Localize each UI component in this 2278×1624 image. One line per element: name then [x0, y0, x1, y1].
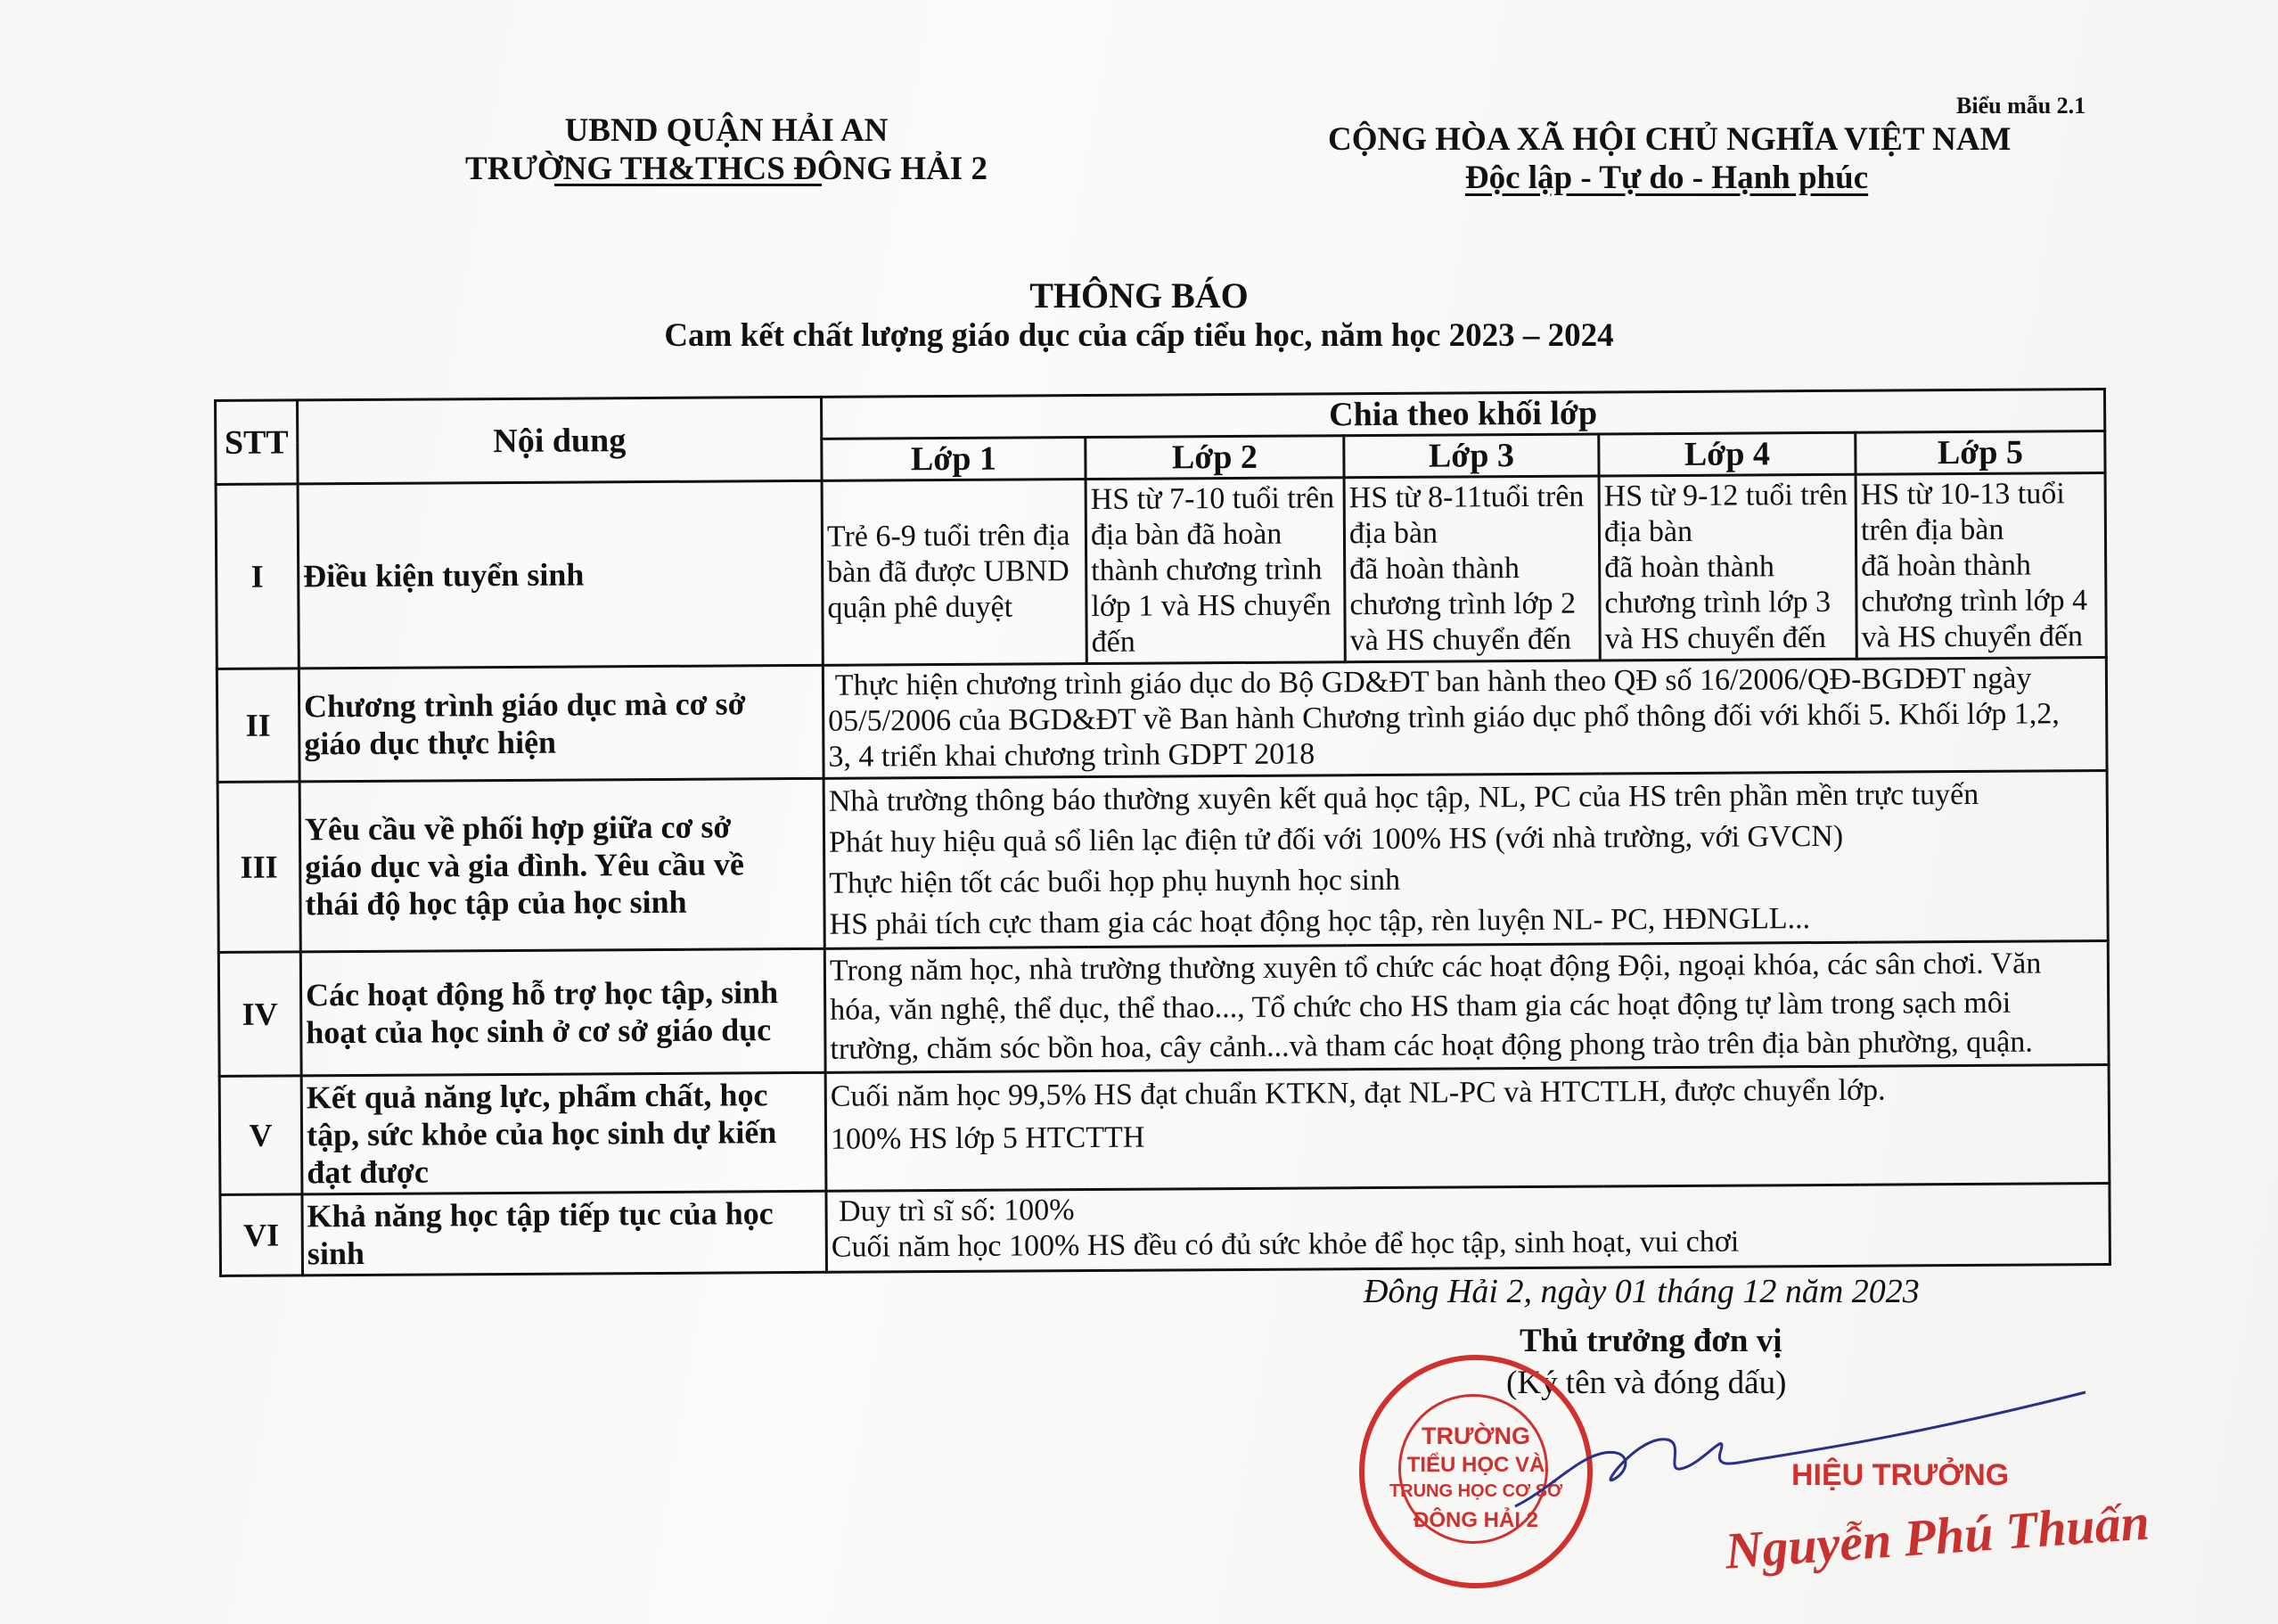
- cell-line: HS từ 9-12 tuổi trên: [1603, 478, 1848, 513]
- cell-line: đã hoàn thành: [1604, 550, 1775, 585]
- content-line: đạt được: [307, 1153, 429, 1191]
- content-line: hoạt của học sinh ở cơ sở giáo dục: [306, 1012, 772, 1051]
- cell-line: đến: [1091, 625, 1135, 659]
- content-line: Kết quả năng lực, phẩm chất, học: [306, 1077, 768, 1116]
- stamp-line: TRƯỜNG: [1422, 1423, 1530, 1449]
- detail-line: trường, chăm sóc bồn hoa, cây cảnh...và tham các hoạt động phong trào trên địa bàn phường, quận.: [830, 1025, 2033, 1066]
- cell-line: HS từ 8-11tuổi trên: [1348, 480, 1585, 515]
- content-line: Khả năng học tập tiếp tục của học: [307, 1195, 774, 1234]
- cell-line: quận phê duyệt: [827, 590, 1013, 625]
- cell-line: bàn đã được UBND: [827, 554, 1069, 589]
- signature-date: Đông Hải 2, ngày 01 tháng 12 năm 2023: [1364, 1273, 1920, 1310]
- cell-line: chương trình lớp 3: [1604, 585, 1831, 620]
- table-row: [216, 473, 2106, 669]
- grade-header: Lớp 3: [1344, 434, 1599, 478]
- detail-line: Trong năm học, nhà trường thường xuyên tổ chức các hoạt động Đội, ngoại khóa, các sân chơi. Văn: [829, 947, 2042, 988]
- detail-line: Phát huy hiệu quả sổ liên lạc điện tử đối với 100% HS (với nhà trường, với GVCN): [828, 819, 1844, 859]
- grade-header: Lớp 4: [1599, 432, 1856, 476]
- stamp-line: ĐÔNG HẢI 2: [1413, 1508, 1538, 1532]
- principal-title: HIỆU TRƯỞNG: [1791, 1458, 2010, 1492]
- table-row: [217, 771, 2108, 953]
- signature-role: Thủ trưởng đơn vị: [1520, 1323, 1782, 1359]
- grade-cell: [1599, 474, 1856, 660]
- cell-line: đã hoàn thành: [1861, 548, 2032, 583]
- row-number: II: [217, 668, 299, 783]
- doc-subtitle: Cam kết chất lượng giáo dục của cấp tiểu học, năm học 2023 – 2024: [664, 317, 1614, 354]
- row-content: [300, 948, 825, 1076]
- signature-note: (Ký tên và đóng dấu): [1506, 1365, 1787, 1401]
- content-line: Chương trình giáo dục mà cơ sở: [303, 685, 746, 725]
- doc-title: THÔNG BÁO: [1029, 275, 1249, 316]
- col-grade-group-header: Chia theo khối lớp: [821, 390, 2104, 439]
- row-detail: [825, 1065, 2110, 1192]
- cell-line: thành chương trình: [1091, 553, 1323, 587]
- col-content-header: Nội dung: [298, 397, 823, 484]
- detail-line: Cuối năm học 99,5% HS đạt chuẩn KTKN, đạt NL-PC và HTCTLH, được chuyển lớp.: [830, 1073, 1886, 1113]
- detail-line: Nhà trường thông báo thường xuyên kết quả học tập, NL, PC của HS trên phần mền trực tuyến: [828, 777, 1979, 818]
- nation-title: CỘNG HÒA XÃ HỘI CHỦ NGHĨA VIỆT NAM: [1328, 121, 2012, 158]
- content-line: Yêu cầu về phối hợp giữa cơ sở: [304, 808, 732, 848]
- cell-line: và HS chuyển đến: [1349, 622, 1572, 658]
- grade-cell: [822, 480, 1086, 666]
- row-number: I: [216, 484, 299, 669]
- content-line: thái độ học tập của học sinh: [305, 883, 687, 923]
- cell-line: trên địa bàn: [1860, 513, 2004, 547]
- grade-cell: [1856, 473, 2106, 660]
- table-row: [218, 941, 2109, 1077]
- cell-line: địa bàn đã hoàn: [1090, 517, 1282, 552]
- grade-header: Lớp 2: [1086, 436, 1344, 480]
- row-number: III: [217, 782, 300, 953]
- cell-line: HS từ 7-10 tuổi trên: [1090, 481, 1335, 516]
- school-underline: [554, 184, 822, 186]
- principal-name: Nguyễn Phú Thuấn: [1723, 1492, 2151, 1580]
- cell-line: địa bàn: [1348, 516, 1438, 551]
- row-content: [302, 1191, 827, 1275]
- row-detail: [823, 658, 2107, 779]
- content-line: giáo dục và gia đình. Yêu cầu về: [305, 846, 745, 885]
- table-row: [220, 1184, 2110, 1276]
- content-line: giáo dục thực hiện: [304, 724, 557, 762]
- grade-cell: [1086, 478, 1345, 664]
- cell-line: lớp 1 và HS chuyển: [1091, 588, 1332, 623]
- content-line: sinh: [307, 1234, 365, 1272]
- grade-header: Lớp 1: [822, 438, 1086, 481]
- detail-line: 05/5/2006 của BGD&ĐT về Ban hành Chương trình giáo dục phổ thông đối với khối 5. Khối lớp 1,2,: [828, 697, 2060, 738]
- row-content: Điều kiện tuyển sinh: [298, 480, 823, 668]
- table-row: [217, 658, 2107, 783]
- detail-line: 100% HS lớp 5 HTCTTH: [830, 1120, 1145, 1156]
- row-number: VI: [220, 1194, 303, 1276]
- cell-line: HS từ 10-13 tuổi: [1860, 477, 2065, 512]
- row-number: IV: [218, 952, 301, 1077]
- detail-line: Thực hiện chương trình giáo dục do Bộ GD&ĐT ban hành theo QĐ số 16/2006/QĐ-BGDĐT ngày: [827, 661, 2032, 702]
- cell-line: chương trình lớp 2: [1349, 586, 1577, 622]
- cell-line: và HS chuyển đến: [1604, 620, 1827, 656]
- org-name: UBND QUẬN HẢI AN: [564, 112, 889, 149]
- row-detail: [824, 771, 2108, 949]
- grade-header: Lớp 5: [1856, 431, 2105, 475]
- row-content: [301, 1072, 826, 1194]
- detail-line: 3, 4 triển khai chương trình GDPT 2018: [828, 737, 1315, 774]
- cell-line: và HS chuyển đến: [1861, 619, 2084, 654]
- detail-line: HS phải tích cực tham gia các hoạt động học tập, rèn luyện NL- PC, HĐNGLL...: [829, 902, 1811, 941]
- col-stt-header: STT: [216, 400, 299, 485]
- stamp-line: TIỂU HỌC VÀ: [1406, 1453, 1545, 1477]
- cell-line: Trẻ 6-9 tuổi trên địa: [826, 519, 1070, 554]
- quality-commitment-table: [214, 388, 2111, 1277]
- content-line: tập, sức khỏe của học sinh dự kiến: [306, 1114, 777, 1153]
- form-code: Biểu mẫu 2.1: [1956, 93, 2086, 119]
- cell-line: đã hoàn thành: [1349, 552, 1520, 586]
- content-line: Các hoạt động hỗ trợ học tập, sinh: [305, 974, 779, 1013]
- row-detail: [824, 941, 2109, 1073]
- detail-line: Duy trì sĩ số: 100%: [831, 1193, 1075, 1228]
- row-content: [299, 778, 824, 952]
- nation-motto: Độc lập - Tự do - Hạnh phúc: [1464, 160, 1869, 196]
- cell-line: chương trình lớp 4: [1861, 584, 2088, 619]
- detail-line: Cuối năm học 100% HS đều có đủ sức khỏe để học tập, sinh hoạt, vui chơi: [831, 1225, 1740, 1264]
- detail-line: hóa, văn nghệ, thể dục, thể thao..., Tổ chức cho HS tham gia các hoạt động tự làm trong sạch môi: [830, 986, 2012, 1027]
- detail-line: Thực hiện tốt các buổi họp phụ huynh học sinh: [829, 863, 1401, 900]
- cell-line: địa bàn: [1603, 514, 1693, 549]
- table-row: [219, 1065, 2110, 1195]
- row-number: V: [219, 1076, 302, 1195]
- school-name: TRƯỜNG TH&THCS ĐÔNG HẢI 2: [465, 151, 987, 187]
- stamp-line: TRUNG HỌC CƠ SỞ: [1389, 1481, 1563, 1501]
- row-detail: [826, 1184, 2110, 1273]
- row-content: [299, 665, 824, 782]
- grade-cell: [1344, 476, 1600, 662]
